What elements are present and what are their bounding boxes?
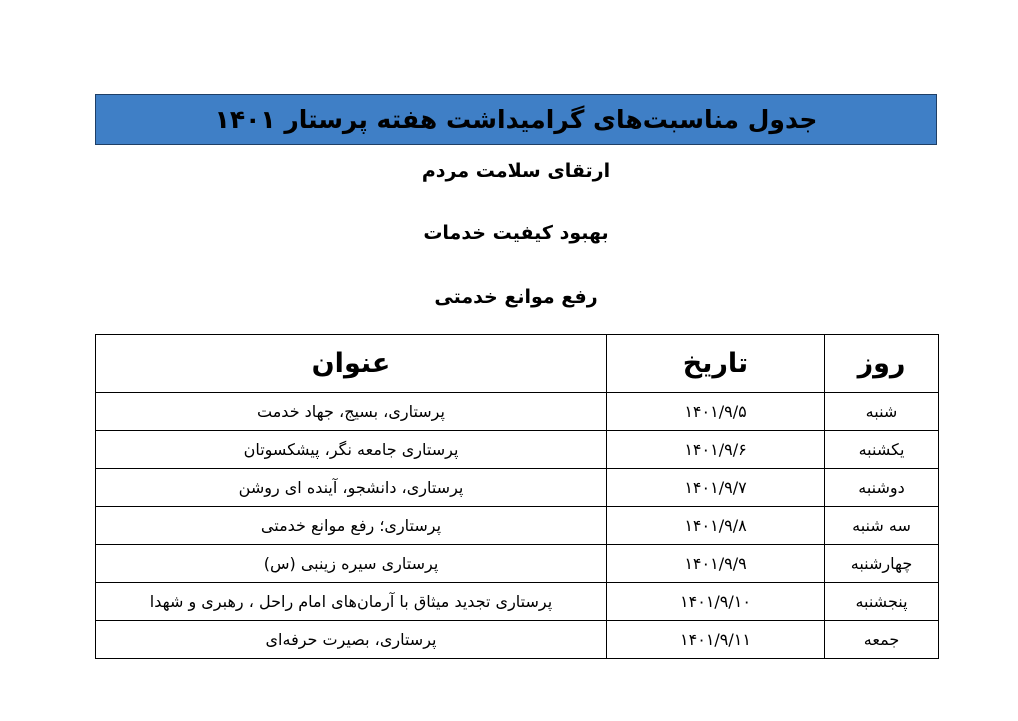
schedule-table: [95, 334, 939, 659]
motto-quality: بهبود کیفیت خدمات: [423, 222, 609, 244]
cell-title: پرستاری، دانشجو، آینده ای روشن: [96, 469, 607, 507]
table-row: [96, 507, 939, 545]
motto-health: ارتقای سلامت مردم: [421, 160, 611, 182]
cell-day: جمعه: [825, 621, 939, 659]
table-row: [96, 469, 939, 507]
cell-day: یکشنبه: [825, 431, 939, 469]
cell-title: پرستاری سیره زینبی (س): [96, 545, 607, 583]
title-banner: [95, 94, 937, 145]
table-row: [96, 621, 939, 659]
cell-day: دوشنبه: [825, 469, 939, 507]
cell-title: پرستاری، بصیرت حرفه‌ای: [96, 621, 607, 659]
cell-date: ۱۴۰۱/۹/۸: [607, 507, 825, 545]
header-day: روز: [825, 335, 939, 393]
cell-date: ۱۴۰۱/۹/۹: [607, 545, 825, 583]
table-header-row: [96, 335, 939, 393]
header-date: تاریخ: [607, 335, 825, 393]
cell-title: پرستاری جامعه نگر، پیشکسوتان: [96, 431, 607, 469]
cell-date: ۱۴۰۱/۹/۶: [607, 431, 825, 469]
table-row: [96, 393, 939, 431]
cell-date: ۱۴۰۱/۹/۷: [607, 469, 825, 507]
cell-date: ۱۴۰۱/۹/۵: [607, 393, 825, 431]
table-row: [96, 431, 939, 469]
cell-title: پرستاری، بسیج، جهاد خدمت: [96, 393, 607, 431]
document-title: جدول مناسبت‌های گرامیداشت هفته پرستار ۱۴۰۱: [214, 105, 818, 134]
cell-day: پنجشنبه: [825, 583, 939, 621]
cell-date: ۱۴۰۱/۹/۱۰: [607, 583, 825, 621]
cell-date: ۱۴۰۱/۹/۱۱: [607, 621, 825, 659]
cell-title: پرستاری؛ رفع موانع خدمتی: [96, 507, 607, 545]
cell-day: چهارشنبه: [825, 545, 939, 583]
motto-obstacles: رفع موانع خدمتی: [434, 286, 598, 308]
table-row: [96, 583, 939, 621]
cell-title: پرستاری تجدید میثاق با آرمان‌های امام راحل ، رهبری و شهدا: [96, 583, 607, 621]
cell-day: شنبه: [825, 393, 939, 431]
table-row: [96, 545, 939, 583]
cell-day: سه شنبه: [825, 507, 939, 545]
header-title: عنوان: [96, 335, 607, 393]
